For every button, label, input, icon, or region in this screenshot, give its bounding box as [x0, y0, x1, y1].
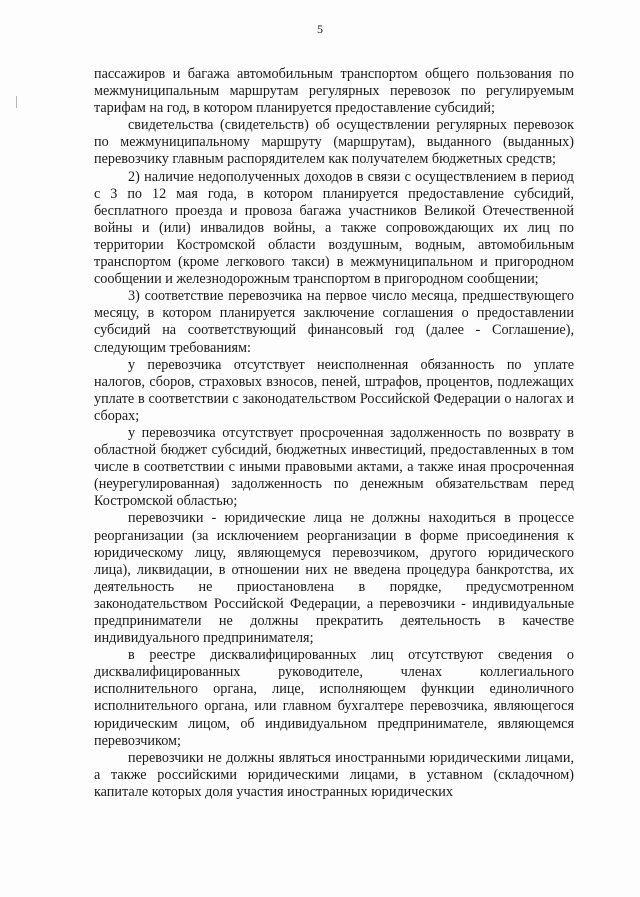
- document-body: [94, 66, 574, 801]
- paragraph: перевозчики - юридические лица не должны находиться в процессе реорганизации (за исключением реорганизации в форме присоединения к юридическому лицу, являющемуся перевозчиком, другого юридического лица), ликвидации, в отношении них не введена процедура банкротства, их деятельность не приостановлена в порядке, предусмотренном законодательством Российской Федерации, а перевозчики - индивидуальные предприниматели не должны прекратить деятельность в качестве индивидуального предпринимателя;: [94, 510, 574, 647]
- paragraph: в реестре дисквалифицированных лиц отсутствуют сведения о дисквалифицированных руководителе, членах коллегиального исполнительного органа, лице, исполняющем функции единоличного исполнительного органа, или главном бухгалтере перевозчика, являющегося юридическим лицом, об индивидуальном предпринимателе, являющемся перевозчиком;: [94, 647, 574, 749]
- paragraph: у перевозчика отсутствует неисполненная обязанность по уплате налогов, сборов, страховых взносов, пеней, штрафов, процентов, подлежащих уплате в соответствии с законодательством Российской Федерации о налогах и сборах;: [94, 356, 574, 424]
- paragraph: 2) наличие недополученных доходов в связи с осуществлением в период с 3 по 12 мая года, в котором планируется предоставление субсидий, бесплатного проезда и провоза багажа участников Великой Отечественной войны и (или) инвалидов войны, а также сопровождающих их лиц по территории Костромской области воздушным, водным, автомобильным транспортом (кроме легкового такси) в межмуниципальном и пригородном сообщении и железнодорожным транспортом в пригородном сообщении;: [94, 168, 574, 288]
- paragraph: пассажиров и багажа автомобильным транспортом общего пользования по межмуниципальным маршрутам регулярных перевозок по регулируемым тарифам на год, в котором планируется предоставление субсидий;: [94, 66, 574, 117]
- paragraph: 3) соответствие перевозчика на первое число месяца, предшествующего месяцу, в котором планируется заключение соглашения о предоставлении субсидий на соответствующий финансовый год (далее - Соглашение), следующим требованиям:: [94, 288, 574, 356]
- paragraph: у перевозчика отсутствует просроченная задолженность по возврату в областной бюджет субсидий, бюджетных инвестиций, предоставленных в том числе в соответствии с иными правовыми актами, а также иная просроченная (неурегулированная) задолженность по денежным обязательствам перед Костромской областью;: [94, 424, 574, 510]
- page-number: 5: [317, 22, 323, 36]
- margin-mark: [16, 96, 17, 108]
- paragraph: свидетельства (свидетельств) об осуществлении регулярных перевозок по межмуниципальному маршруту (маршрутам), выданного (выданных) перевозчику главным распорядителем как получателем бюджетных средств;: [94, 117, 574, 168]
- paragraph: перевозчики не должны являться иностранными юридическими лицами, а также российскими юридическими лицами, в уставном (складочном) капитале которых доля участия иностранных юридических: [94, 749, 574, 800]
